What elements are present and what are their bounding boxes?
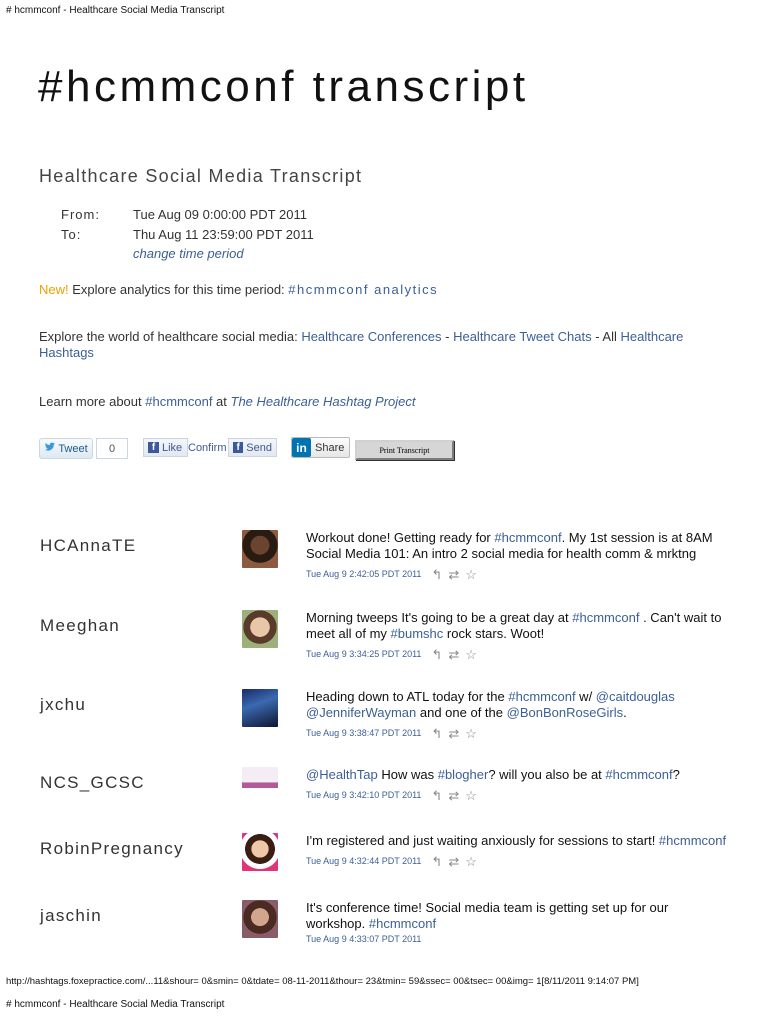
tweet-text-segment: I'm registered and just waiting anxiously for sessions to start! — [306, 833, 659, 848]
facebook-icon: f — [148, 442, 159, 453]
tweet-text-segment: It's conference time! Social media team is getting set up for our — [306, 900, 669, 915]
tweet-label: Tweet — [58, 442, 88, 455]
share-label: Share — [315, 441, 345, 454]
tweet-count: 0 — [96, 438, 128, 459]
print-footer-title: # hcmmconf - Healthcare Social Media Transcript — [6, 999, 225, 1010]
tweet-username[interactable]: NCS_GCSC — [40, 773, 145, 792]
tweet-meta — [306, 644, 477, 663]
tweet-actions — [431, 564, 476, 583]
linkedin-share-button[interactable] — [291, 437, 350, 458]
change-time-period-link[interactable]: change time period — [133, 246, 244, 261]
learn-text: Learn more about — [39, 394, 146, 409]
twitter-bird-icon — [44, 442, 56, 455]
analytics-link[interactable]: #hcmmconf analytics — [288, 282, 439, 297]
tweet-username[interactable]: RobinPregnancy — [40, 839, 184, 858]
all-prefix: All — [602, 329, 621, 344]
healthcare-tweet-chats-link[interactable]: Healthcare Tweet Chats — [453, 329, 592, 344]
star-icon[interactable]: ☆ — [465, 788, 477, 803]
analytics-line — [39, 282, 438, 297]
tweet-text — [306, 900, 746, 932]
reply-icon[interactable]: ↰ — [431, 567, 443, 582]
tweet-username[interactable]: jxchu — [40, 695, 87, 714]
tweet-timestamp-link[interactable]: Tue Aug 9 3:42:10 PDT 2011 — [306, 789, 422, 800]
tweet-entity-link[interactable]: @caitdouglas — [595, 689, 675, 704]
facebook-icon: f — [233, 442, 243, 453]
tweet-text-segment: rock stars. Woot! — [443, 626, 545, 641]
to-value: Thu Aug 11 23:59:00 PDT 2011 — [133, 227, 314, 242]
healthcare-hashtags-link-part2[interactable]: Hashtags — [39, 345, 94, 360]
learn-more-line — [39, 394, 416, 409]
user-avatar[interactable] — [242, 833, 278, 871]
star-icon[interactable]: ☆ — [465, 567, 477, 582]
star-icon[interactable]: ☆ — [465, 726, 477, 741]
tweet-actions — [431, 723, 476, 742]
retweet-icon[interactable]: ⇄ — [448, 788, 460, 803]
print-footer-url: http://hashtags.foxepractice.com/...11&shour= 0&smin= 0&tdate= 08-11-2011&thour= 23&tmin= 59&ssec= 00&tsec= 00&img= 1[8/11/2011 9:14:07 PM] — [6, 976, 639, 987]
healthcare-hashtags-link-part1[interactable]: Healthcare — [620, 329, 684, 344]
retweet-icon[interactable]: ⇄ — [448, 854, 460, 869]
tweet-timestamp-link[interactable]: Tue Aug 9 3:34:25 PDT 2011 — [306, 648, 422, 659]
tweet-text — [306, 610, 746, 642]
tweet-text-segment: meet all of my — [306, 626, 391, 641]
healthcare-conferences-link[interactable]: Healthcare Conferences — [301, 329, 442, 344]
retweet-icon[interactable]: ⇄ — [448, 567, 460, 582]
analytics-text: Explore analytics for this time period: — [68, 282, 289, 297]
tweet-timestamp-link[interactable]: Tue Aug 9 4:33:07 PDT 2011 — [306, 934, 422, 944]
retweet-icon[interactable]: ⇄ — [448, 726, 460, 741]
tweet-username[interactable]: HCAnnaTE — [40, 536, 137, 555]
tweet-meta — [306, 564, 477, 583]
explore-line — [39, 329, 739, 361]
reply-icon[interactable]: ↰ — [431, 726, 443, 741]
tweet-actions — [431, 851, 476, 870]
tweet-meta — [306, 785, 477, 804]
tweet-meta — [306, 723, 477, 742]
tweet-text — [306, 689, 746, 721]
tweet-username[interactable]: jaschin — [40, 906, 103, 925]
tweet-entity-link[interactable]: #hcmmconf — [494, 530, 562, 545]
tweet-text-segment: Heading down to ATL today for the — [306, 689, 509, 704]
like-label: Like — [162, 441, 183, 454]
page-title: #hcmmconf transcript — [38, 62, 529, 111]
tweet-actions — [431, 644, 476, 663]
user-avatar[interactable] — [242, 530, 278, 568]
reply-icon[interactable]: ↰ — [431, 788, 443, 803]
tweet-meta — [306, 851, 477, 870]
tweet-timestamp-link[interactable]: Tue Aug 9 3:38:47 PDT 2011 — [306, 727, 422, 738]
to-label: To: — [61, 227, 82, 242]
print-transcript-button[interactable]: Print Transcript — [355, 440, 454, 460]
tweet-text-segment: Morning tweeps It's going to be a great day at — [306, 610, 573, 625]
tweet-timestamp-link[interactable]: Tue Aug 9 4:32:44 PDT 2011 — [306, 855, 422, 866]
separator: - — [591, 329, 603, 344]
tweet-timestamp-link[interactable]: Tue Aug 9 2:42:05 PDT 2011 — [306, 568, 422, 579]
tweet-username[interactable]: Meeghan — [40, 616, 120, 635]
tweet-entity-link[interactable]: @JenniferWayman — [306, 705, 417, 720]
star-icon[interactable]: ☆ — [465, 647, 477, 662]
tweet-text-segment: . My 1st session is at 8AM — [561, 530, 713, 545]
tweet-entity-link[interactable]: #blogher — [437, 767, 489, 782]
tweet-text-segment: . Can't wait to — [639, 610, 722, 625]
confirm-link[interactable]: Confirm — [188, 442, 227, 454]
page-subtitle: Healthcare Social Media Transcript — [39, 166, 363, 186]
send-label: Send — [246, 441, 272, 454]
tweet-text-segment: Workout done! Getting ready for — [306, 530, 495, 545]
star-icon[interactable]: ☆ — [465, 854, 477, 869]
new-badge: New! — [39, 282, 69, 297]
tweet-text-segment: Social Media 101: An intro 2 social media for health comm & mrktng — [306, 546, 697, 561]
facebook-like-button[interactable] — [143, 438, 188, 457]
tweet-meta — [306, 934, 421, 944]
tweet-button[interactable] — [39, 438, 93, 459]
from-label: From: — [61, 207, 100, 222]
user-avatar[interactable] — [242, 900, 278, 938]
explore-text: Explore the world of healthcare social media: — [39, 329, 302, 344]
user-avatar[interactable] — [242, 610, 278, 648]
separator: - — [441, 329, 454, 344]
tweet-text-segment: workshop. — [306, 916, 369, 931]
hashtag-project-link[interactable]: The Healthcare Hashtag Project — [230, 394, 416, 409]
tweet-entity-link[interactable]: #hcmmconf — [605, 767, 673, 782]
facebook-send-button[interactable] — [228, 438, 277, 457]
tweet-entity-link[interactable]: @HealthTap — [306, 767, 378, 782]
tweet-text — [306, 767, 746, 783]
learn-at: at — [212, 394, 231, 409]
print-header-title: # hcmmconf - Healthcare Social Media Transcript — [6, 5, 225, 16]
tweet-actions — [431, 785, 476, 804]
tweet-text-segment: How was — [377, 767, 438, 782]
tweet-text-segment: w/ — [575, 689, 596, 704]
retweet-icon[interactable]: ⇄ — [448, 647, 460, 662]
user-avatar[interactable] — [242, 689, 278, 727]
linkedin-icon: in — [292, 438, 311, 457]
from-value: Tue Aug 09 0:00:00 PDT 2011 — [133, 207, 307, 222]
tweet-entity-link[interactable]: #hcmmconf — [658, 833, 727, 848]
reply-icon[interactable]: ↰ — [431, 854, 443, 869]
tweet-entity-link[interactable]: @BonBonRoseGirls — [506, 705, 624, 720]
tweet-text — [306, 530, 746, 562]
tweet-text-segment: and one of the — [416, 705, 507, 720]
tweet-text-segment: ? will you also be at — [488, 767, 606, 782]
tweet-text-segment: . — [623, 705, 627, 720]
tweet-entity-link[interactable]: #hcmmconf — [572, 610, 640, 625]
tweet-entity-link[interactable]: #hcmmconf — [368, 916, 437, 931]
user-avatar[interactable] — [242, 767, 278, 805]
tweet-entity-link[interactable]: #hcmmconf — [508, 689, 576, 704]
tweet-entity-link[interactable]: #bumshc — [390, 626, 444, 641]
reply-icon[interactable]: ↰ — [431, 647, 443, 662]
hashtag-link[interactable]: #hcmmconf — [145, 394, 213, 409]
tweet-text — [306, 833, 746, 849]
tweet-text-segment: ? — [672, 767, 680, 782]
